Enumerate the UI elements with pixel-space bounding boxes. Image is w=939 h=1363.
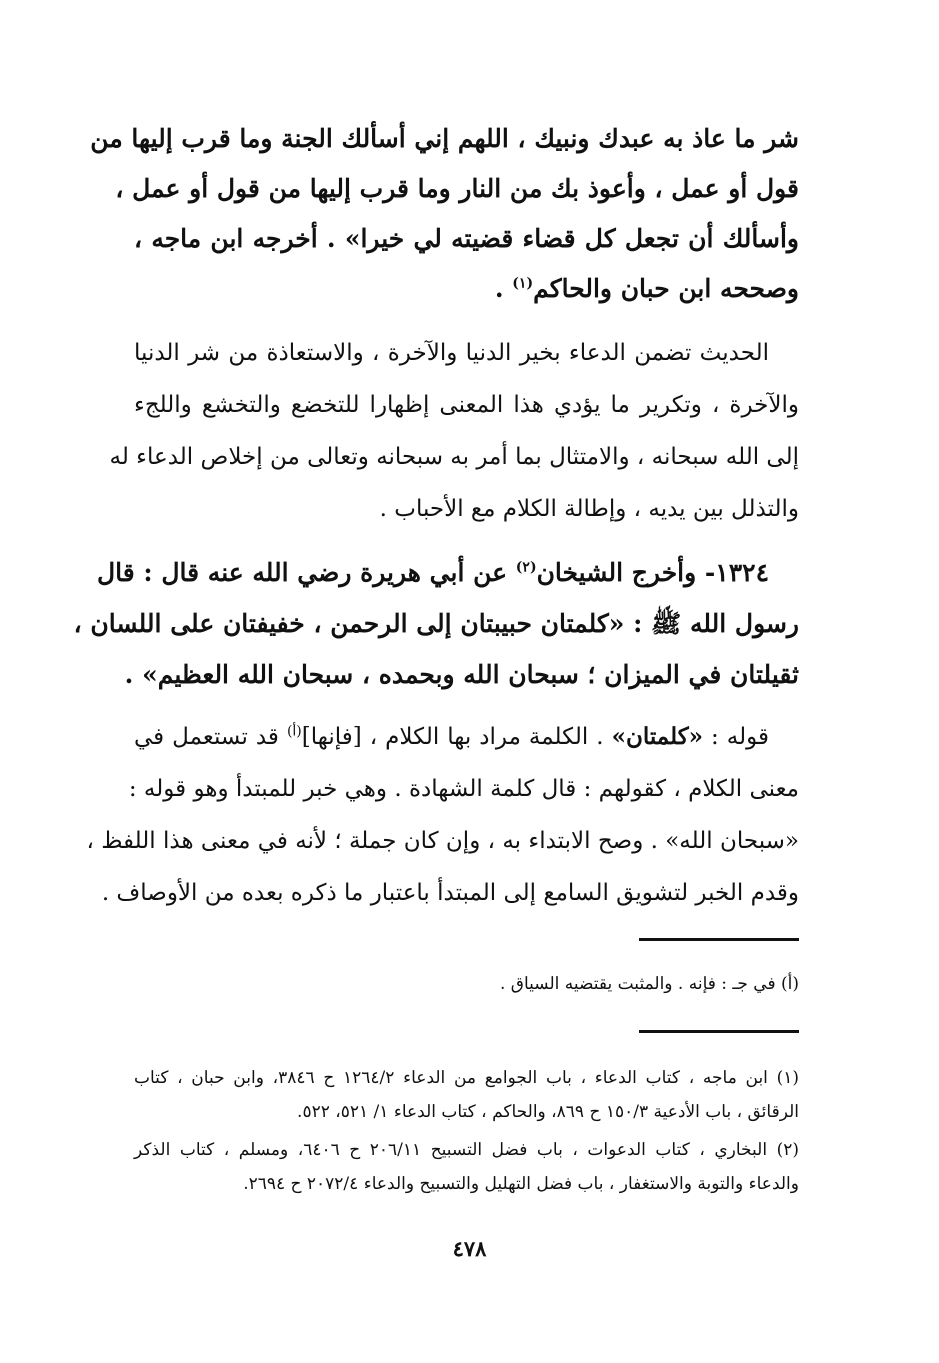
paragraph3-start: قوله : [703,724,769,750]
footnotes-separator [639,1030,799,1033]
paragraph2-line-1: الحديث تضمن الدعاء بخير الدنيا والآخرة ، والاستعاذة من شر الدنيا [134,340,769,366]
paragraph3-line-1 [134,716,799,758]
paragraph2-line-3: إلى الله سبحانه ، والامتثال بما أمر به سبحانه وتعالى من إخلاص الدعاء له [109,444,799,470]
variant-note: (أ) في جـ : فإنه . والمثبت يقتضيه السياق . [499,974,799,994]
paragraph3-line-4: وقدم الخبر لتشويق السامع إلى المبتدأ باعتبار ما ذكره بعده من الأوصاف . [101,880,799,906]
paragraph3-mid: . الكلمة مراد بها الكلام ، [فإنها] [301,724,612,750]
paragraph1-line-4 [134,264,799,314]
variant-ref-a: (أ) [286,723,302,740]
footnote-1-line-1: (١) ابن ماجه ، كتاب الدعاء ، باب الجوامع من الدعاء ١٢٦٤/٢ ح ٣٨٤٦، وابن حبان ، كتاب [134,1068,800,1088]
hadith-line-1 [96,548,799,598]
variant-note-separator [639,938,799,941]
page-number: ٤٧٨ [452,1236,487,1261]
hadith-line-3: ثقيلتان في الميزان ؛ سبحان الله وبحمده ، سبحان الله العظيم» . [124,660,799,689]
paragraph1-line-2: قول أو عمل ، وأعوذ بك من النار وما قرب إليها من قول أو عمل ، [115,174,799,203]
paragraph2-line-2: والآخرة ، وتكرير ما يؤدي هذا المعنى إظهارا للتخضع والتخشع واللجء [134,392,799,418]
paragraph3-line-2: معنى الكلام ، كقولهم : قال كلمة الشهادة . وهي خبر للمبتدأ وهو قوله : [128,776,799,802]
paragraph1-line-3: وأسألك أن تجعل كل قضاء قضيته لي خيرا» . أخرجه ابن ماجه ، [134,224,799,253]
hadith-line-1-end: عن أبي هريرة رضي الله عنه قال : قال [96,558,516,587]
paragraph1-line-4-text: وصححه ابن حبان والحاكم [533,274,799,303]
paragraph3-bold-term: «كلمتان» [611,723,704,750]
paragraph3-line-1-end: قد تستعمل في [134,724,287,750]
paragraph2-line-4: والتذلل بين يديه ، وإطالة الكلام مع الأحباب . [379,496,799,522]
footnote-ref-1: (١) [512,275,534,292]
paragraph1-line-1: شر ما عاذ به عبدك ونبيك ، اللهم إني أسألك الجنة وما قرب إليها من [90,124,799,153]
paragraph1-end: . [494,274,513,303]
footnote-ref-2: (٢) [515,559,537,576]
hadith-number-text: ١٣٢٤- وأخرج الشيخان [536,558,769,587]
footnote-2-line-2: والدعاء والتوبة والاستغفار ، باب فضل التهليل والتسبيح والدعاء ٢٠٧٢/٤ ح ٢٦٩٤. [243,1174,799,1194]
footnote-1-line-2: الرقائق ، باب الأدعية ١٥٠/٣ ح ٨٦٩، والحاكم ، كتاب الدعاء ١/ ٥٢١، ٥٢٢. [297,1102,799,1122]
hadith-line-2: رسول الله ﷺ : «كلمتان حبيبتان إلى الرحمن ، خفيفتان على اللسان ، [73,609,799,638]
footnote-2-line-1: (٢) البخاري ، كتاب الدعوات ، باب فضل التسبيح ٢٠٦/١١ ح ٦٤٠٦، ومسلم ، كتاب الذكر [134,1140,799,1160]
paragraph3-line-3: «سبحان الله» . وصح الابتداء به ، وإن كان جملة ؛ لأنه في معنى هذا اللفظ ، [86,828,799,854]
